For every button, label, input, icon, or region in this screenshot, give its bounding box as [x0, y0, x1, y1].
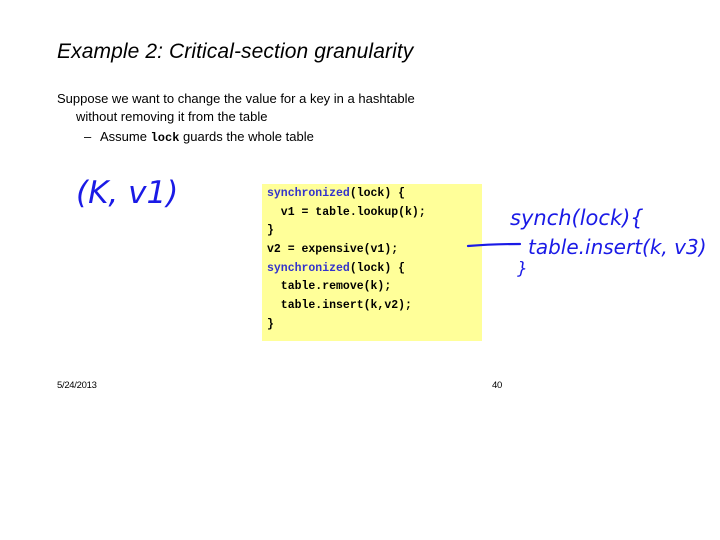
slide-body: [57, 90, 517, 147]
ink-note-k-v1: (K, v1): [76, 175, 179, 211]
ink-note-close-brace: }: [517, 259, 528, 279]
code-text: }: [267, 317, 274, 331]
code-text: v1 = table.lookup(k);: [267, 205, 426, 219]
code-text: (lock) {: [349, 261, 406, 275]
sub-bullet: [84, 128, 517, 147]
code-text: table.remove(k);: [267, 280, 392, 294]
code-line: [267, 316, 482, 335]
slide-title: Example 2: Critical-section granularity: [57, 40, 414, 63]
code-text: table.insert(k,v2);: [267, 299, 412, 313]
code-text: (lock) {: [349, 187, 406, 200]
sub-bullet-suffix: guards the whole table: [183, 129, 314, 144]
main-bullet: [57, 90, 517, 126]
code-line: [267, 260, 482, 279]
ink-note-synch-lock: synch(lock){: [510, 206, 644, 230]
code-line: [267, 241, 482, 260]
code-line: [267, 297, 482, 316]
sub-bullet-dash: –: [84, 129, 92, 144]
footer-date: 5/24/2013: [57, 380, 97, 391]
code-box: [262, 184, 482, 341]
code-keyword: synchronized: [267, 261, 350, 275]
sub-bullet-prefix: Assume: [100, 129, 147, 144]
code-keyword: synchronized: [267, 187, 350, 200]
main-bullet-line-1: Suppose we want to change the value for a key in a hashtable: [57, 91, 415, 106]
code-line: [267, 204, 482, 223]
code-text: }: [267, 224, 274, 238]
ink-note-table-insert: table.insert(k, v3): [528, 235, 707, 259]
code-line: [267, 222, 482, 241]
code-text: v2 = expensive(v1);: [267, 243, 399, 257]
code-line: [267, 278, 482, 297]
code-line: [267, 185, 482, 204]
page-number: 40: [492, 380, 502, 391]
lock-code: lock: [150, 131, 180, 145]
main-bullet-line-2: without removing it from the table: [76, 109, 268, 124]
